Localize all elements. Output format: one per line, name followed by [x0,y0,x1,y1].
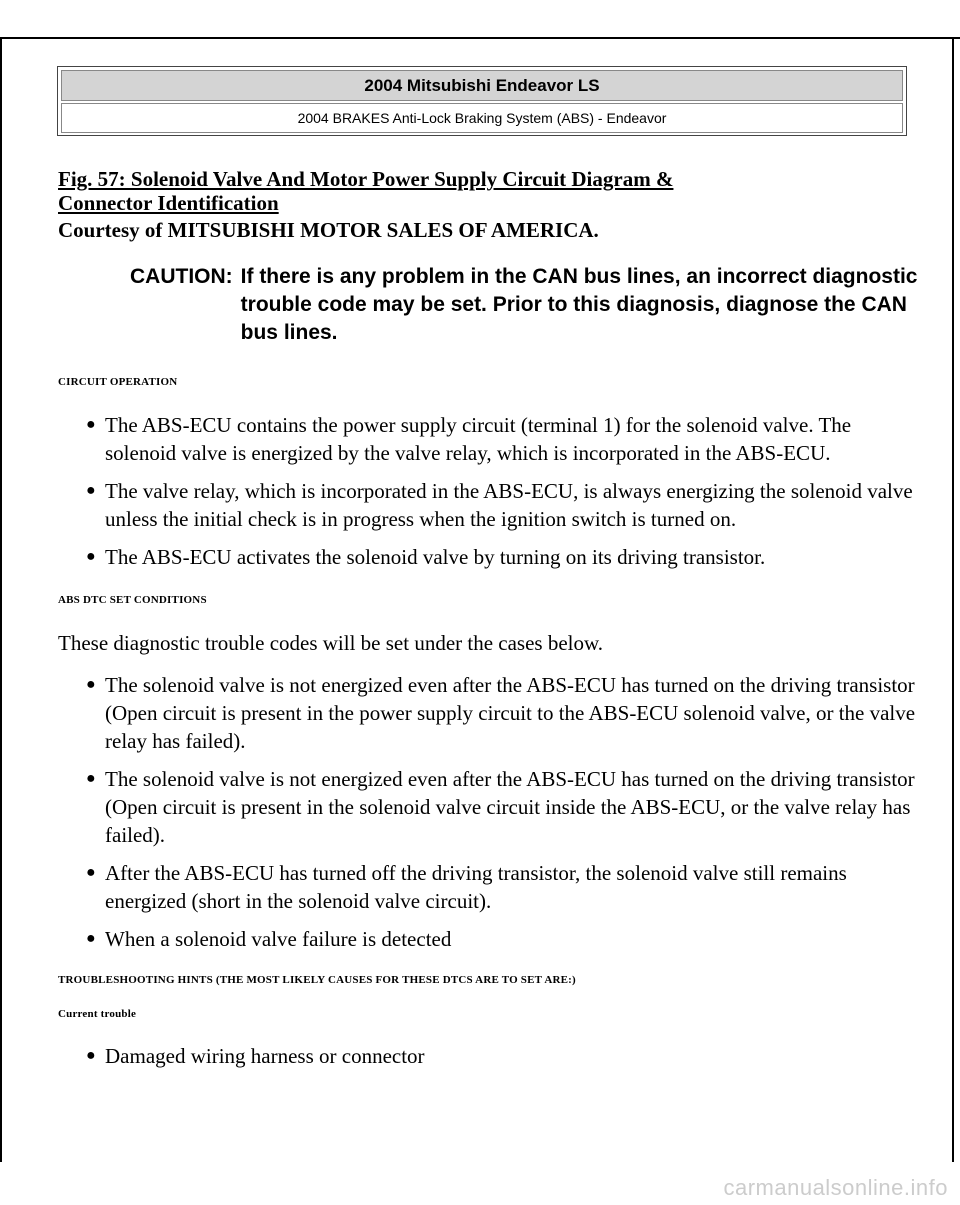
figure-title-line2[interactable]: Connector Identification [58,191,279,215]
troubleshooting-list [58,1042,918,1070]
page-border-top [0,37,960,39]
list-item-text: The ABS-ECU contains the power supply circuit (terminal 1) for the solenoid valve. The solenoid valve is energized by the valve relay, which is incorporated in the ABS-ECU. [105,413,852,465]
list-item [86,765,918,849]
list-item-text: The solenoid valve is not energized even after the ABS-ECU has turned on the driving transistor (Open circuit is present in the solenoid valve circuit inside the ABS-ECU, or the valve relay has failed). [105,767,915,847]
current-trouble-subheading: Current trouble [58,1008,137,1020]
page-border-right [952,37,954,1162]
watermark: carmanualsonline.info [723,1175,948,1200]
bullet-icon: ● [86,770,96,787]
caution-label: CAUTION: [130,265,233,288]
bullet-icon: ● [86,482,96,499]
list-item [86,543,918,571]
circuit-operation-list [58,411,918,571]
bullet-icon: ● [86,548,96,565]
list-item-text: Damaged wiring harness or connector [105,1044,425,1068]
list-item [86,411,918,467]
list-item [86,925,918,953]
bullet-icon: ● [86,930,96,947]
list-item [86,1042,918,1070]
list-item-text: After the ABS-ECU has turned off the driving transistor, the solenoid valve still remains energized (short in the solenoid valve circuit). [105,861,847,913]
page-content [58,167,918,1080]
caution-text: If there is any problem in the CAN bus lines, an incorrect diagnostic trouble code may be set. Prior to this diagnosis, diagnose the CAN bus lines. [240,265,918,344]
list-item [86,477,918,533]
list-item [86,859,918,915]
bullet-icon: ● [86,1047,96,1064]
caution-note [130,263,918,347]
list-item [86,671,918,755]
bullet-icon: ● [86,676,96,693]
dtc-conditions-list [58,671,918,953]
page-border-left [0,37,2,1162]
dtc-intro-text: These diagnostic trouble codes will be set under the cases below. [58,631,604,655]
figure-courtesy: Courtesy of MITSUBISHI MOTOR SALES OF AMERICA. [58,218,599,242]
dtc-set-conditions-heading: ABS DTC SET CONDITIONS [58,594,207,606]
list-item-text: The valve relay, which is incorporated in the ABS-ECU, is always energizing the solenoid valve unless the initial check is in progress when the ignition switch is turned on. [105,479,913,531]
list-item-text: The solenoid valve is not energized even after the ABS-ECU has turned on the driving transistor (Open circuit is present in the power supply circuit to the ABS-ECU solenoid valve, or the valve relay has failed). [105,673,916,753]
bullet-icon: ● [86,416,96,433]
troubleshooting-heading: TROUBLESHOOTING HINTS (THE MOST LIKELY CAUSES FOR THESE DTCS ARE TO SET ARE:) [58,974,576,986]
section-title: 2004 BRAKES Anti-Lock Braking System (ABS) - Endeavor [61,103,903,133]
vehicle-title: 2004 Mitsubishi Endeavor LS [61,70,903,101]
list-item-text: When a solenoid valve failure is detected [105,927,452,951]
document-header [57,66,907,136]
figure-title-line1[interactable]: Fig. 57: Solenoid Valve And Motor Power Supply Circuit Diagram & [58,167,674,191]
list-item-text: The ABS-ECU activates the solenoid valve by turning on its driving transistor. [105,545,766,569]
circuit-operation-heading: CIRCUIT OPERATION [58,376,178,388]
figure-title[interactable] [58,167,918,215]
bullet-icon: ● [86,864,96,881]
